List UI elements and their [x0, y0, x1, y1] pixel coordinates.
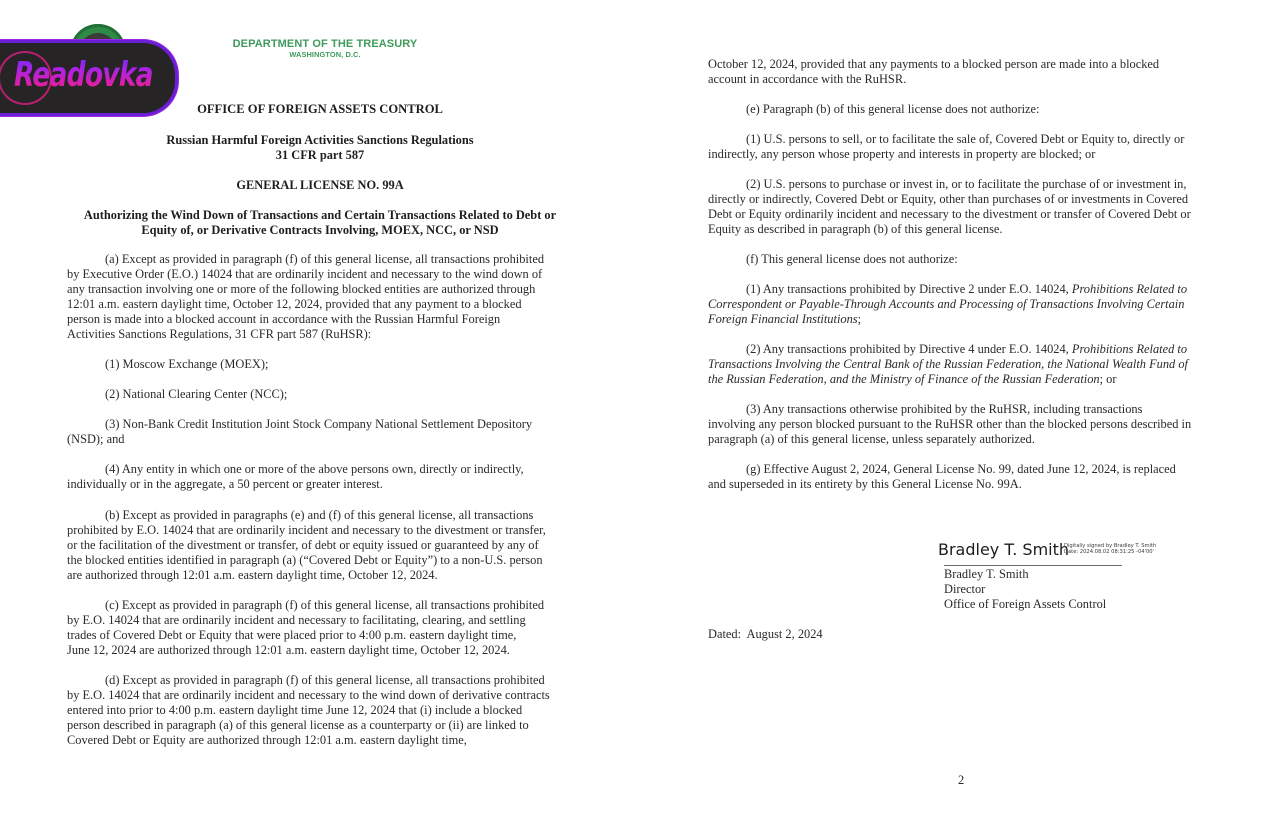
cfr-reference: 31 CFR part 587	[275, 148, 365, 162]
paragraph-line: by Executive Order (E.O.) 14024 that are ordinarily incident and necessary to the wind down of	[67, 267, 543, 281]
paragraph-line: indirectly, any person whose property and interests in property are blocked; or	[708, 147, 1096, 161]
paragraph-line	[708, 357, 1188, 372]
paragraph-line	[746, 282, 1187, 297]
digital-signature-signer: Digitally signed by Bradley T. Smith	[1064, 543, 1157, 549]
department-header	[210, 38, 440, 59]
paragraph-line: and superseded in its entirety by this General License No. 99A.	[708, 477, 1022, 491]
paragraph-line: June 12, 2024 are authorized through 12:01 a.m. eastern daylight time, October 12, 2024.	[67, 643, 510, 657]
paragraph-f: (f) This general license does not authorize:	[746, 252, 958, 266]
paragraph-line: account in accordance with the RuHSR.	[708, 72, 907, 86]
paragraph-line: (3) Any transactions otherwise prohibited by the RuHSR, including transactions	[746, 402, 1143, 416]
paragraph-line: (a) Except as provided in paragraph (f) of this general license, all transactions prohibited	[105, 252, 545, 266]
entity-item-1: (1) Moscow Exchange (MOEX);	[105, 357, 269, 371]
paragraph-line: the blocked entities identified in paragraph (a) (“Covered Debt or Equity”) to a non-U.S. person	[67, 553, 543, 567]
paragraph-line: (d) Except as provided in paragraph (f) of this general license, all transactions prohibited	[105, 673, 545, 687]
office-title: OFFICE OF FOREIGN ASSETS CONTROL	[197, 102, 443, 116]
department-name: DEPARTMENT OF THE TREASURY	[232, 38, 418, 50]
paragraph-line: (g) Effective August 2, 2024, General License No. 99, dated June 12, 2024, is replaced	[746, 462, 1176, 476]
paragraph-line: directly or indirectly, Covered Debt or Equity, other than purchases of or investments in Covered	[708, 192, 1189, 206]
paragraph-line: any transaction involving one or more of the following blocked entities are authorized through	[67, 282, 536, 296]
paragraph-line: are authorized through 12:01 a.m. eastern daylight time, October 12, 2024.	[67, 568, 438, 582]
license-subtitle-line: Authorizing the Wind Down of Transactions and Certain Transactions Related to Debt or	[83, 208, 557, 222]
paragraph-line: trades of Covered Debt or Equity that were placed prior to 4:00 p.m. eastern daylight time,	[67, 628, 517, 642]
readovka-logo-badge	[0, 40, 178, 116]
regulations-title: Russian Harmful Foreign Activities Sanctions Regulations	[166, 133, 474, 147]
readovka-logo-text: Readovka	[14, 55, 153, 95]
paragraph-line	[708, 312, 861, 327]
paragraph-line	[746, 342, 1187, 357]
paragraph-line: 12:01 a.m. eastern daylight time, October 12, 2024, provided that any payment to a blocked	[67, 297, 522, 311]
paragraph-line: Debt or Equity ordinarily incident and necessary to the divestment or transfer of Covered Debt or	[708, 207, 1191, 221]
text-run: ; or	[1099, 372, 1117, 386]
paragraph-line: (1) U.S. persons to sell, or to facilitate the sale of, Covered Debt or Equity to, directly or	[746, 132, 1185, 146]
paragraph-line: (2) U.S. persons to purchase or invest in, or to facilitate the purchase of or investment in,	[746, 177, 1187, 191]
directive-title: Prohibitions Related to	[1071, 342, 1188, 356]
signatory-title: Director	[944, 582, 986, 596]
directive-title: Correspondent or Payable-Through Accounts and Processing of Transactions Involving Certain	[708, 297, 1185, 311]
paragraph-line: October 12, 2024, provided that any payments to a blocked person are made into a blocked	[708, 57, 1160, 71]
paragraph-line: person is made into a blocked account in accordance with the Russian Harmful Foreign	[67, 312, 501, 326]
signatory-name: Bradley T. Smith	[944, 567, 1029, 581]
paragraph-line: Activities Sanctions Regulations, 31 CFR part 587 (RuHSR):	[67, 327, 372, 341]
entity-item-2: (2) National Clearing Center (NCC);	[105, 387, 288, 401]
paragraph-line: (b) Except as provided in paragraphs (e) and (f) of this general license, all transactions	[105, 508, 534, 522]
paragraph-line: individually or in the aggregate, a 50 percent or greater interest.	[67, 477, 383, 491]
page-number: 2	[958, 773, 965, 787]
signatory-office: Office of Foreign Assets Control	[944, 597, 1107, 611]
paragraph-line: (4) Any entity in which one or more of the above persons own, directly or indirectly,	[105, 462, 524, 476]
digital-signature-name: Bradley T. Smith	[938, 540, 1070, 559]
paragraph-line: (c) Except as provided in paragraph (f) of this general license, all transactions prohibited	[105, 598, 545, 612]
directive-title: Foreign Financial Institutions	[708, 312, 858, 326]
paragraph-line: person described in paragraph (a) of this general license as a counterparty or (ii) are linked to	[67, 718, 529, 732]
license-title: GENERAL LICENSE NO. 99A	[236, 178, 404, 192]
department-location: WASHINGTON, D.C.	[289, 50, 361, 59]
paragraph-line: Covered Debt or Equity are authorized through 12:01 a.m. eastern daylight time,	[67, 733, 467, 747]
directive-title: Prohibitions Related to	[1071, 282, 1188, 296]
digital-signature-details	[1064, 543, 1156, 556]
paragraph-line: paragraph (a) of this general license, unless separately authorized.	[708, 432, 1035, 446]
license-subtitle-line: Equity of, or Derivative Contracts Involving, MOEX, NCC, or NSD	[141, 223, 499, 237]
paragraph-line	[708, 372, 1117, 387]
paragraph-line: involving any person blocked pursuant to the RuHSR other than the blocked persons described in	[708, 417, 1192, 431]
paragraph-line: by E.O. 14024 that are ordinarily incident and necessary to facilitating, clearing, and settling	[67, 613, 526, 627]
text-run: (1) Any transactions prohibited by Directive 2 under E.O. 14024,	[746, 282, 1072, 296]
paragraph-line: (NSD); and	[67, 432, 125, 446]
digital-signature-date: Date: 2024.08.02 08:31:25 -04'00'	[1064, 549, 1155, 556]
signature-line	[944, 565, 1122, 566]
text-run: ;	[857, 312, 862, 326]
paragraph-line: or the facilitation of the divestment or transfer, of debt or equity issued or guaranteed by any of	[67, 538, 539, 552]
paragraph-line: by E.O. 14024 that are ordinarily incident and necessary to the wind down of derivative contracts	[67, 688, 550, 702]
paragraph-line: entered into prior to 4:00 p.m. eastern daylight time June 12, 2024 that (i) include a blocked	[67, 703, 523, 717]
directive-title: Transactions Involving the Central Bank of the Russian Federation, the National Wealth Fund of	[708, 357, 1188, 371]
paragraph-e: (e) Paragraph (b) of this general license does not authorize:	[746, 102, 1040, 116]
paragraph-line: prohibited by E.O. 14024 that are ordinarily incident and necessary to the divestment or transfer,	[67, 523, 546, 537]
paragraph-line: (3) Non-Bank Credit Institution Joint Stock Company National Settlement Depository	[105, 417, 533, 431]
dated-line: Dated: August 2, 2024	[708, 627, 823, 641]
paragraph-line: Equity as described in paragraph (b) of this general license.	[708, 222, 1003, 236]
paragraph-line	[708, 297, 1184, 312]
directive-title: the Russian Federation, and the Ministry of Finance of the Russian Federation	[708, 372, 1100, 386]
text-run: (2) Any transactions prohibited by Directive 4 under E.O. 14024,	[746, 342, 1072, 356]
